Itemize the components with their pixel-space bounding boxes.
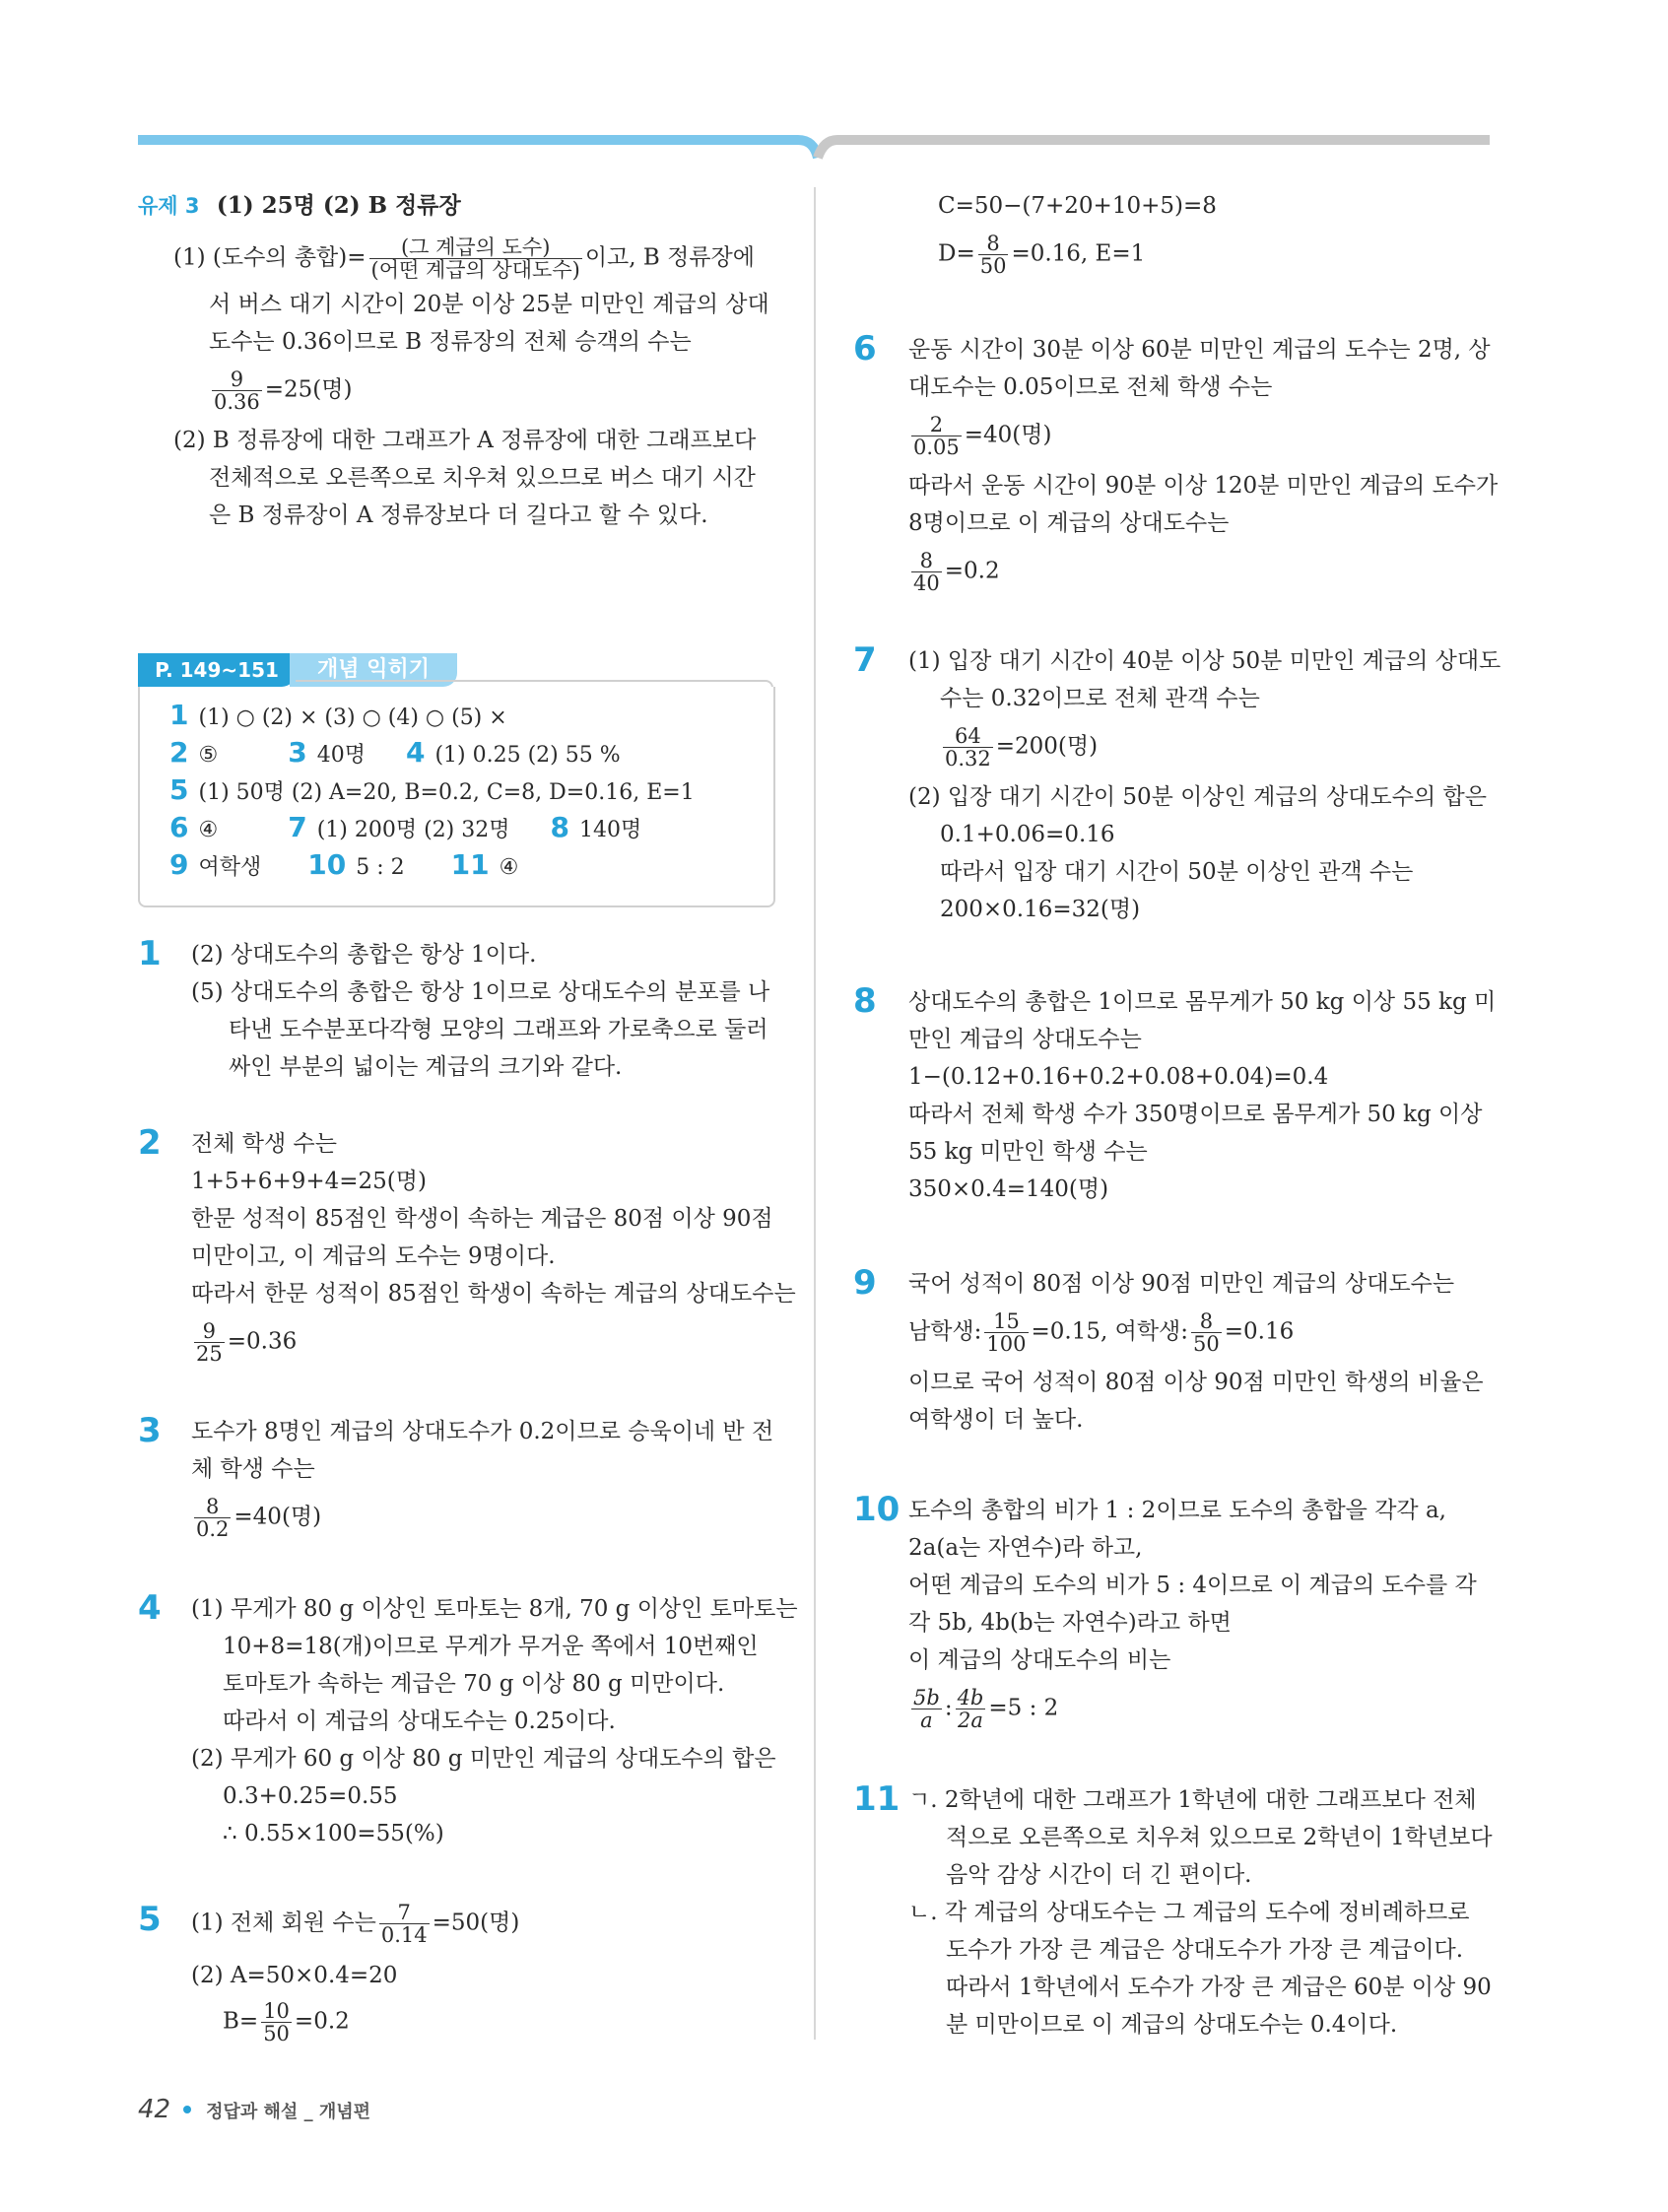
equation: $\frac{2}{0.05}$ =40(명): [913, 413, 1052, 460]
yuje-answer: (1) 25명 (2) B 정류장: [216, 192, 461, 219]
page-footer: [138, 2095, 370, 2124]
problem-number: 10: [853, 1490, 901, 1529]
text-line: 대도수는 0.05이므로 전체 학생 수는: [908, 374, 1273, 400]
text-line: 여학생이 더 높다.: [908, 1407, 1084, 1433]
problem-number: 5: [138, 1900, 162, 1939]
problem-number: 9: [853, 1263, 877, 1303]
equation: 남학생: $\frac{15}{100}$ =0.15, 여학생: $\frac{8}{50}$ =0.16: [908, 1309, 1295, 1357]
yuje-p2-line2: 전체적으로 오른쪽으로 치우쳐 있으므로 버스 대기 시간: [209, 465, 756, 491]
bullet-icon: [183, 2106, 191, 2113]
problem-number: 7: [853, 640, 877, 680]
text-line: 어떤 계급의 도수의 비가 5 : 4이므로 이 계급의 도수를 각: [908, 1573, 1477, 1598]
text-line: C=50−(7+20+10+5)=8: [938, 193, 1217, 219]
text-line: ㄱ. 2학년에 대한 그래프가 1학년에 대한 그래프보다 전체: [908, 1787, 1477, 1813]
answer-row: 5 (1) 50명 (2) A=20, B=0.2, C=8, D=0.16, E=1: [169, 773, 695, 806]
yuje-tag: 유제 3: [138, 194, 200, 218]
text-line: 운동 시간이 30분 이상 60분 미만인 계급의 도수는 2명, 상: [908, 337, 1491, 363]
footer-label: 정답과 해설 _ 개념편: [206, 2102, 370, 2122]
text-line: ㄴ. 각 계급의 상대도수는 그 계급의 도수에 정비례하므로: [908, 1900, 1470, 1925]
yuje-p2-line3: 은 B 정류장이 A 정류장보다 더 길다고 할 수 있다.: [209, 503, 708, 528]
page-range-tab: P. 149~151: [138, 653, 296, 687]
equation: $\frac{8}{40}$ =0.2: [913, 549, 1000, 596]
text-line: 350×0.4=140(명): [908, 1176, 1109, 1202]
equation: (1) 전체 회원 수는 $\frac{7}{0.14}$ =50(명): [191, 1901, 520, 1948]
text-line: 따라서 한문 성적이 85점인 학생이 속하는 계급의 상대도수는: [191, 1281, 796, 1307]
text-line: 10+8=18(개)이므로 무게가 무거운 쪽에서 10번째인: [223, 1634, 759, 1659]
problem-number: 4: [138, 1588, 162, 1628]
text-line: 따라서 운동 시간이 90분 이상 120분 미만인 계급의 도수가: [908, 473, 1499, 499]
answer-row: 9 여학생 10 5 : 2 11 ④: [169, 848, 519, 881]
text-line: 따라서 입장 대기 시간이 50분 이상인 관객 수는: [940, 859, 1414, 885]
problem-number: 2: [138, 1123, 162, 1163]
yuje-p1-line3: 도수는 0.36이므로 B 정류장의 전체 승객의 수는: [209, 329, 692, 355]
text-line: 국어 성적이 80점 이상 90점 미만인 계급의 상대도수는: [908, 1271, 1455, 1297]
equation: B= $\frac{10}{50}$ =0.2: [223, 1999, 350, 2046]
text-line: (2) 상대도수의 총합은 항상 1이다.: [191, 942, 537, 968]
text-line: 이므로 국어 성적이 80점 이상 90점 미만인 학생의 비율은: [908, 1370, 1484, 1395]
text-line: 상대도수의 총합은 1이므로 몸무게가 50 kg 이상 55 kg 미: [908, 989, 1497, 1015]
page-number: 42: [138, 2095, 171, 2124]
text-line: 200×0.16=32(명): [940, 897, 1141, 922]
text-line: 8명이므로 이 계급의 상대도수는: [908, 510, 1230, 536]
text-line: 전체 학생 수는: [191, 1131, 337, 1157]
text-line: 1−(0.12+0.16+0.2+0.08+0.04)=0.4: [908, 1064, 1329, 1090]
text-line: 따라서 1학년에서 도수가 가장 큰 계급은 60분 이상 90: [946, 1975, 1492, 2000]
yuje-p2-line1: (2) B 정류장에 대한 그래프가 A 정류장에 대한 그래프보다: [173, 428, 757, 453]
text-line: 2a(a는 자연수)라 하고,: [908, 1535, 1143, 1561]
yuje-p1-line4: $\frac{9}{0.36}$ =25(명): [214, 368, 353, 415]
text-line: (2) 무게가 60 g 이상 80 g 미만인 계급의 상대도수의 합은: [191, 1746, 776, 1772]
text-line: (5) 상대도수의 총합은 항상 1이므로 상대도수의 분포를 나: [191, 979, 770, 1005]
text-line: 1+5+6+9+4=25(명): [191, 1169, 427, 1194]
text-line: 분 미만이므로 이 계급의 상대도수는 0.4이다.: [946, 2012, 1398, 2038]
text-line: 0.1+0.06=0.16: [940, 822, 1115, 847]
text-line: 따라서 전체 학생 수가 350명이므로 몸무게가 50 kg 이상: [908, 1102, 1483, 1127]
yuje-p1-line1: (1) (도수의 총합)= $\frac{\text{(그 계급의 도수)}}{\text{(어떤 계급의 상대도수)}}$ 이고, B 정류장에: [173, 235, 755, 283]
box-body: [138, 687, 775, 907]
equation: $\frac{9}{25}$ =0.36: [196, 1319, 298, 1367]
text-line: (1) 입장 대기 시간이 40분 이상 50분 미만인 계급의 상대도: [908, 648, 1501, 674]
text-line: (2) 입장 대기 시간이 50분 이상인 계급의 상대도수의 합은: [908, 784, 1487, 810]
text-line: 타낸 도수분포다각형 모양의 그래프와 가로축으로 둘러: [229, 1017, 768, 1042]
equation: D= $\frac{8}{50}$ =0.16, E=1: [938, 232, 1146, 279]
answer-row: 2 ⑤ 3 40명 4 (1) 0.25 (2) 55 %: [169, 736, 621, 769]
problem-number: 1: [138, 934, 162, 973]
text-line: 토마토가 속하는 계급은 70 g 이상 80 g 미만이다.: [223, 1671, 725, 1697]
header-band: [0, 0, 1668, 197]
text-line: 미만이고, 이 계급의 도수는 9명이다.: [191, 1243, 556, 1269]
problem-number: 6: [853, 329, 877, 369]
text-line: (1) 무게가 80 g 이상인 토마토는 8개, 70 g 이상인 토마토는: [191, 1596, 798, 1622]
equation: $\frac{64}{0.32}$ =200(명): [945, 724, 1099, 771]
problem-number: 8: [853, 981, 877, 1021]
text-line: 만인 계급의 상대도수는: [908, 1027, 1142, 1052]
answer-row: 6 ④ 7 (1) 200명 (2) 32명 8 140명: [169, 811, 642, 843]
yuje-p1-line2: 서 버스 대기 시간이 20분 이상 25분 미만인 계급의 상대: [209, 292, 769, 317]
equation: $\frac{8}{0.2}$ =40(명): [196, 1495, 322, 1542]
text-line: 55 kg 미만인 학생 수는: [908, 1139, 1148, 1165]
text-line: 음악 감상 시간이 더 긴 편이다.: [946, 1862, 1252, 1888]
problem-number: 3: [138, 1411, 162, 1450]
text-line: 도수가 8명인 계급의 상대도수가 0.2이므로 승욱이네 반 전: [191, 1419, 774, 1444]
text-line: 싸인 부분의 넓이는 계급의 크기와 같다.: [229, 1054, 623, 1080]
box-title: 개념 익히기: [290, 653, 457, 687]
equation: $\frac{5b}{a}$ : $\frac{4b}{2a}$ =5 : 2: [913, 1686, 1059, 1733]
text-line: 한문 성적이 85점인 학생이 속하는 계급은 80점 이상 90점: [191, 1206, 773, 1232]
text-line: 수는 0.32이므로 전체 관객 수는: [940, 686, 1260, 711]
text-line: 따라서 이 계급의 상대도수는 0.25이다.: [223, 1709, 616, 1734]
text-line: 도수의 총합의 비가 1 : 2이므로 도수의 총합을 각각 a,: [908, 1498, 1446, 1523]
text-line: 체 학생 수는: [191, 1456, 315, 1482]
problem-number: 11: [853, 1779, 901, 1819]
text-line: 도수가 가장 큰 계급은 상대도수가 가장 큰 계급이다.: [946, 1937, 1464, 1963]
text-line: 적으로 오른쪽으로 치우쳐 있으므로 2학년이 1학년보다: [946, 1825, 1493, 1850]
text-line: 0.3+0.25=0.55: [223, 1783, 398, 1809]
text-line: (2) A=50×0.4=20: [191, 1963, 398, 1988]
column-divider: [814, 187, 816, 2040]
text-line: ∴ 0.55×100=55(%): [223, 1821, 444, 1846]
text-line: 이 계급의 상대도수의 비는: [908, 1647, 1171, 1673]
text-line: 각 5b, 4b(b는 자연수)라고 하면: [908, 1610, 1232, 1636]
answer-row: 1 (1) ○ (2) × (3) ○ (4) ○ (5) ×: [169, 699, 507, 731]
